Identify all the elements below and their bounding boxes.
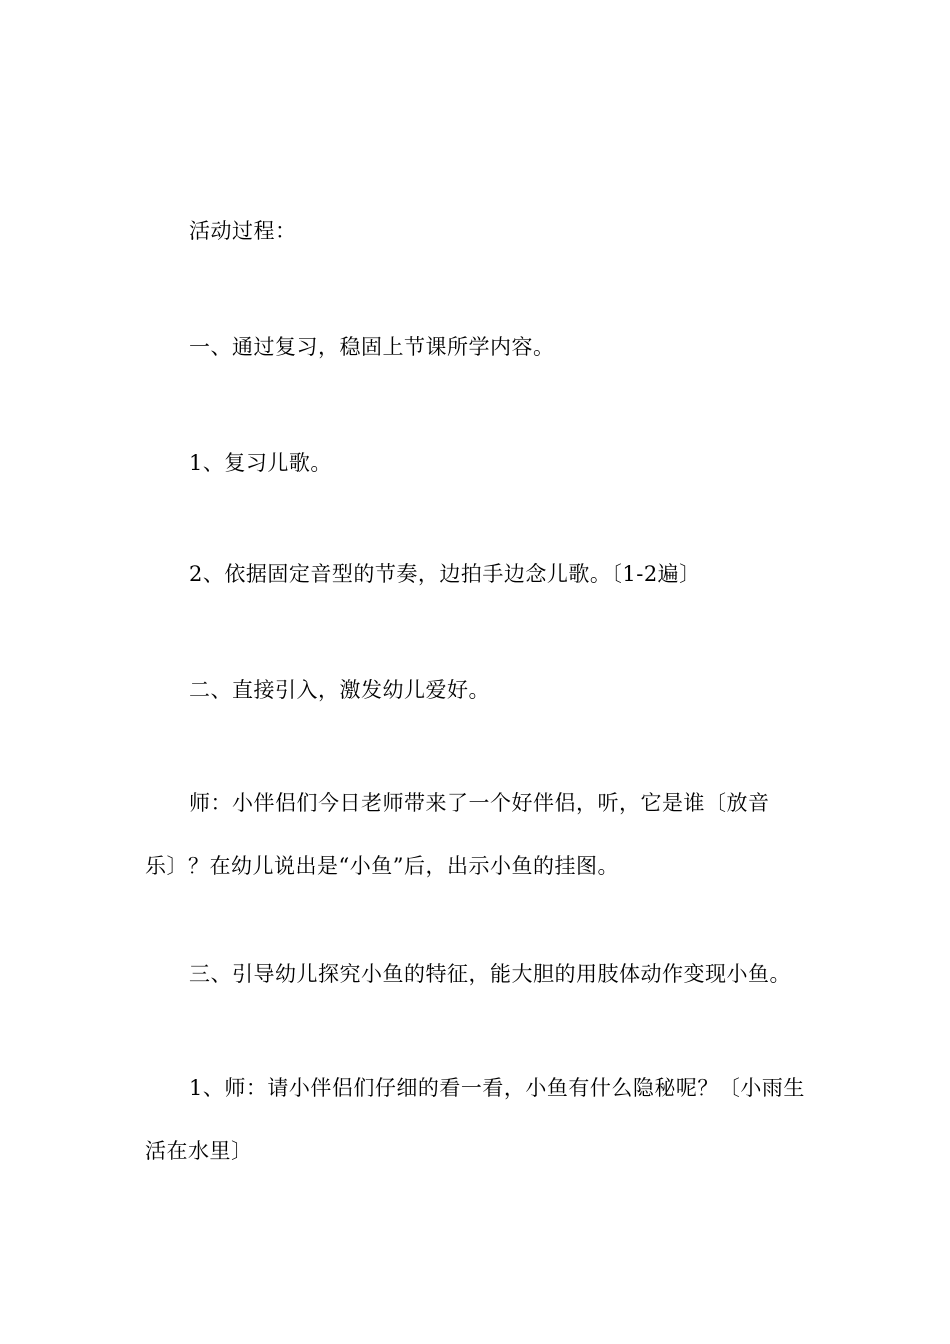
section-heading-explore-fish: 三、引导幼儿探究小鱼的特征，能大胆的用肢体动作变现小鱼。 <box>189 962 791 986</box>
list-item-review-song: 1、复习儿歌。 <box>189 451 332 475</box>
list-item-fish-secret: 1、师：请小伴侣们仔细的看一看，小鱼有什么隐秘呢？〔小雨生活在水里〕 <box>145 1076 805 1163</box>
section-heading-introduction: 二、直接引入，激发幼儿爱好。 <box>189 678 490 702</box>
section-heading-review: 一、通过复习，稳固上节课所学内容。 <box>189 335 555 359</box>
list-item-clap-rhythm: 2、依据固定音型的节奏，边拍手边念儿歌。〔1-2遍〕 <box>189 562 701 586</box>
paragraph-teacher-intro: 师：小伴侣们今日老师带来了一个好伴侣，听，它是谁〔放音乐〕？在幼儿说出是“小鱼”后，出示小鱼的挂图。 <box>145 791 770 878</box>
section-heading-activity-process: 活动过程： <box>189 219 297 243</box>
